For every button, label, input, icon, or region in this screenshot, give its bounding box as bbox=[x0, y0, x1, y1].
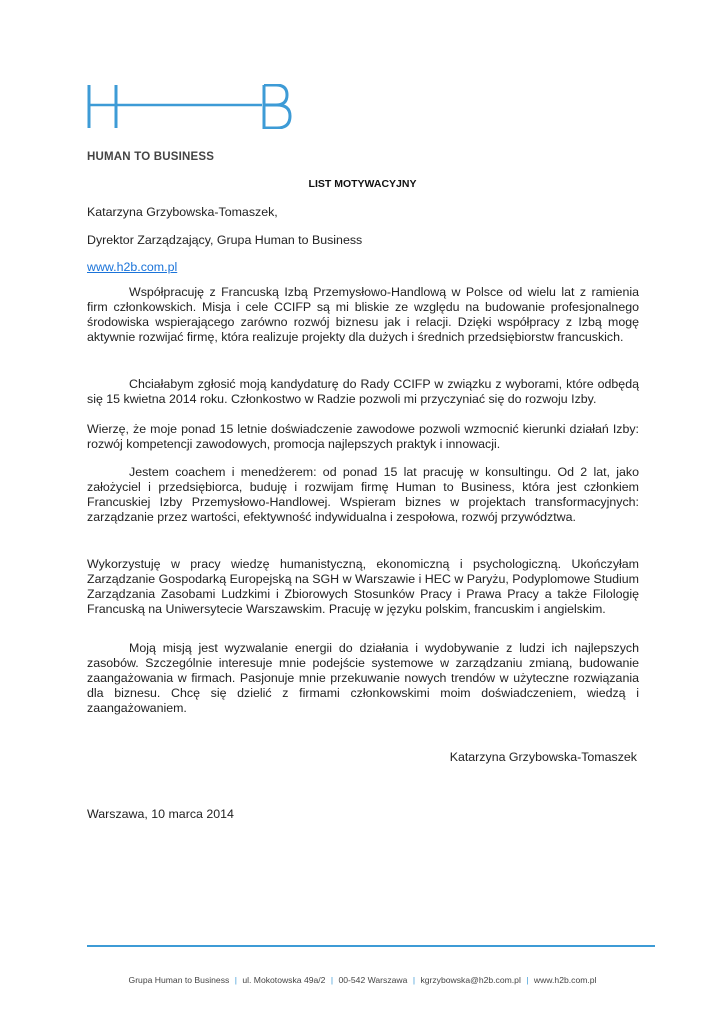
footer-divider bbox=[87, 945, 655, 947]
signature: Katarzyna Grzybowska-Tomaszek bbox=[449, 750, 637, 764]
paragraph-3: Wierzę, że moje ponad 15 letnie doświadczenie zawodowe pozwoli wzmocnić kierunki działań Izby: rozwój kompetencji zawodowych, promocja najlepszych praktyk i innowacji. bbox=[87, 422, 639, 451]
logo-b-letter bbox=[264, 85, 290, 128]
logo-subtitle: HUMAN TO BUSINESS bbox=[87, 151, 215, 163]
footer-separator: | bbox=[412, 975, 416, 985]
footer-separator: | bbox=[234, 975, 237, 985]
letter-title: LIST MOTYWACYJNY bbox=[308, 178, 417, 190]
footer-website[interactable]: www.h2b.com.pl bbox=[533, 975, 597, 985]
paragraph-5: Wykorzystuję w pracy wiedzę humanistyczną, ekonomiczną i psychologiczną. Ukończyłam Zarządzanie Gospodarką Europejską na SGH w Warszawie i HEC w Paryżu, Podyplomowe Studium Zarządzania Zasobami Ludzkimi i Zbiorowych Stosunków Pracy i Prawa Pracy a także Filologię Francuską na Uniwersytecie Warszawskim. Pracuję w języku polskim, francuskim i angielskim. bbox=[87, 557, 639, 616]
footer-separator: | bbox=[330, 975, 334, 985]
footer-postal: 00-542 Warszawa bbox=[338, 975, 408, 985]
place-date: Warszawa, 10 marca 2014 bbox=[87, 807, 234, 821]
footer-company: Grupa Human to Business bbox=[128, 975, 230, 985]
author-name: Katarzyna Grzybowska-Tomaszek, bbox=[87, 205, 278, 219]
footer bbox=[0, 975, 725, 985]
author-position: Dyrektor Zarządzający, Grupa Human to Business bbox=[87, 233, 363, 247]
h2b-logo bbox=[87, 84, 292, 129]
footer-email[interactable]: kgrzybowska@h2b.com.pl bbox=[420, 975, 521, 985]
website-link[interactable]: www.h2b.com.pl bbox=[87, 260, 178, 274]
paragraph-6: Moją misją jest wyzwalanie energii do działania i wydobywanie z ludzi ich najlepszych zasobów. Szczególnie interesuje mnie podejście systemowe w zarządzaniu zmianą, budowanie zaangażowania w firmach. Pasjonuje mnie przekuwanie nowych trendów w użyteczne rozwiązania dla biznesu. Chcę się dzielić z firmami członkowskimi moim doświadczeniem, wiedzą i zaangażowaniem. bbox=[87, 641, 639, 715]
footer-separator: | bbox=[526, 975, 529, 985]
footer-address: ul. Mokotowska 49a/2 bbox=[242, 975, 326, 985]
paragraph-1: Współpracuję z Francuską Izbą Przemysłowo-Handlową w Polsce od wielu lat z ramienia firm członkowskich. Misja i cele CCIFP są mi bliskie ze względu na budowanie profesjonalnego środowiska wspierającego zarówno rozwój biznesu jak i relacji. Dzięki współpracy z Izbą mogę aktywnie rozwijać firmę, która realizuje projekty dla dużych i średnich przedsiębiorstw francuskich. bbox=[87, 285, 639, 344]
paragraph-2: Chciałabym zgłosić moją kandydaturę do Rady CCIFP w związku z wyborami, które odbędą się 15 kwietna 2014 roku. Członkostwo w Radzie pozwoli mi przyczyniać się do rozwoju Izby. bbox=[87, 377, 639, 406]
paragraph-4: Jestem coachem i menedżerem: od ponad 15 lat pracuję w konsultingu. Od 2 lat, jako założyciel i przedsiębiorca, buduję i rozwijam firmę Human to Business, która jest członkiem Francuskiej Izby Przemysłowo-Handlowej. Wspieram biznes w projektach transformacyjnych: zarządzanie przez wartości, efektywność indywidualna i zespołowa, rozwój przywództwa. bbox=[87, 465, 639, 524]
